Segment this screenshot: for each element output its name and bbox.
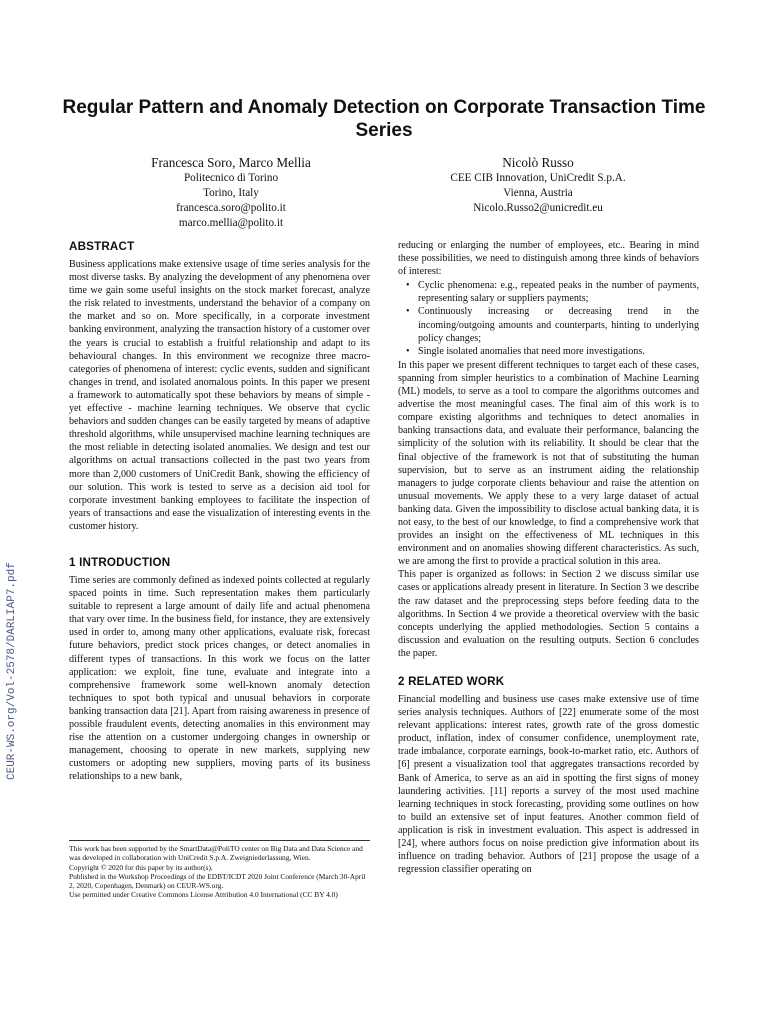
author-email: marco.mellia@polito.it <box>178 217 284 229</box>
introduction-paragraph: This paper is organized as follows: in Section 2 we discuss similar use cases or applications already present in literature. In Section 3 we describe the raw dataset and the preprocessing steps before feeding data to the algorithms. In Section 4 we provide a theoretical overview with the basic concepts underlying the applied methodologies. Section 5 contains a discussion and evaluation on the resulting outputs. Section 6 concludes the paper. <box>398 569 700 659</box>
author-email: Nicolo.Russo2@unicredit.eu <box>473 202 603 214</box>
author-email: francesca.soro@polito.it <box>176 202 286 214</box>
side-stamp[interactable] <box>4 540 24 780</box>
left-column <box>69 239 370 783</box>
footnotes <box>69 840 370 900</box>
behavior-list <box>398 279 699 358</box>
right-column <box>398 239 699 876</box>
related-work-text: Financial modelling and business use cases make extensive use of time series analysis techniques. Authors of [22] enumerate some of the most relevant applications: interest rates, growth rate of the gross domestic product, inflation, index of consumer confidence, unemployment rate, trade imbalance, corporate earnings, book-to-market ratio, etc. Authors of [6] present a visualization tool that aggregates transactions recorded by Bank of America, to serve as an aid in spotting the first signs of money laundering activities. [11] reports a survey of the most used machine learning techniques in stock forecasting, providing some outlines on how to build an extensive set of input features. Another common field of application is risk in investment evaluation. This aspect is addressed in [24], where authors focus on noise prediction give information about its influence on trading behavior. Authors of [21] propose the usage of a regression classifier operating on <box>398 694 699 876</box>
list-item: • Cyclic phenomena: e.g., repeated peaks in the number of payments, representing salary or suppliers payments; <box>418 279 699 305</box>
introduction-heading: 1 INTRODUCTION <box>69 555 171 569</box>
abstract-text: Business applications make extensive usage of time series analysis for the most diverse tasks. By analyzing the development of any phenomena over time we gain some useful insights on the stock market forecast, analyze the risk related to investments, understand the behavior of a company on the market and so on. More specifically, in a corporate investment banking environment, analyzing the transaction history of a customer over the years is crucial to establish a fruitful relationship and adapt to its behavioural changes. In this environment we recognize three macro-categories of phenomena of interest: cyclic events, sudden and significant changes in trend, and isolated anomalous points. In this paper we present a framework to automatically spot these behaviors by means of simple - yet effective - machine learning techniques. We observe that cyclic behaviors and sudden changes can be easily targeted by means of adaptive threshold algorithms, while unsupervised machine learning techniques are the most reliable in detecting isolated anomalies. We design and test our algorithms on actual transactions collected in the past two years from more than 2,000 customers of UniCredit Bank, showing the efficiency of our solution. This work is tested to serve as a decision aid tool for corporate investment banking employees to facilitate the inspection of years of transactions and ease the visualization of interesting events in the customer history. <box>69 259 370 532</box>
author-affiliation: Politecnico di Torino <box>183 172 279 184</box>
footnote-copyright: Copyright © 2020 for this paper by its author(s). <box>69 862 213 872</box>
author-block-left <box>120 154 342 231</box>
related-work-heading: 2 RELATED WORK <box>398 675 505 688</box>
author-location: Torino, Italy <box>203 187 259 199</box>
introduction-text: Time series are commonly defined as indexed points collected at regularly spaced points in time. Such representation makes them particularly suitable to represent a large amount of daily life and actual phenomena that vary over time. In the business field, for instance, they are extensively used in order to, among many other applications, evaluate risk, forecast future behaviors, predict stock prices changes, or detect anomalies in different types of transactions. In this work we focus on the latter application: we exploit, fine tune, evaluate and integrate into a comprehensive framework some well-known anomaly detection techniques to spot both typical and unusual behaviors in corporate banking transaction data [21]. Apart from raising awareness in presence of possible fraudulent events, detecting anomalies in this environment may rise the attention on a customer undergoing changes in ownership or management, choosing to operate in new markets, supplying new customers or adopting new suppliers, moving parts of its business relationships to a new bank, <box>69 574 370 783</box>
introduction-continued: reducing or enlarging the number of employees, etc.. Bearing in mind these possibilities, we need to distinguish among three kinds of behaviors of interest: <box>398 240 699 278</box>
author-names: Nicolò Russo <box>502 155 574 170</box>
footnote-license: Use permitted under Creative Commons License Attribution 4.0 International (CC BY 4.0) <box>69 890 338 900</box>
author-location: Vienna, Austria <box>503 187 573 199</box>
paper-title: Regular Pattern and Anomaly Detection on Corporate Transaction Time Series <box>62 97 706 141</box>
list-item: • Single isolated anomalies that need more investigations. <box>418 345 699 358</box>
introduction-paragraph: In this paper we present different techniques to target each of these cases, spanning from simpler heuristics to a combination of Machine Learning (ML) models, to serve as a tool to compare the algorithms outcomes and advertise the most meaningful cases. The final aim of this work is to compare existing algorithms and techniques to detect anomalies in banking transactions data, and evaluate their performance, balancing the simplicity of the solution with its reliability. It should be clear that the final objective of the framework is not that of substituting the human supervision, but to serve as an instrument aiding the relationship managers to judge corporate clients behaviour and raise the attention on unusual movements. We apply these to a very large dataset of actual banking data. Given the impossibility to disclose actual banking data, it is not easy, to the best of our knowledge, to find a comprehensive work that provides an insight on the effectiveness of ML techniques in this environment and on anomalies showing different characteristics. As such, we are among the first to provide a practical solution in this area. <box>398 359 699 568</box>
footnote-published: Published in the Workshop Proceedings of the EDBT/ICDT 2020 Joint Conference (March 30-April 2, 2020, Copenhagen, Denmark) on CEUR-WS.org. <box>69 871 366 891</box>
author-names: Francesca Soro, Marco Mellia <box>151 155 311 170</box>
side-stamp-text[interactable]: CEUR-WS.org/Vol-2578/DARLIAP7.pdf <box>6 562 18 780</box>
footnote-support: This work has been supported by the SmartData@PoliTO center on Big Data and Data Science and was developed in collaboration with UniCredit S.p.A. Zweigniederlassung, Wien. <box>69 844 363 863</box>
list-item: • Continuously increasing or decreasing trend in the incoming/outgoing amounts and counterparts, hinting to underlying policy changes; <box>418 305 699 344</box>
author-affiliation: CEE CIB Innovation, UniCredit S.p.A. <box>450 172 626 184</box>
author-block-right <box>424 154 652 216</box>
abstract-heading: ABSTRACT <box>69 240 135 253</box>
